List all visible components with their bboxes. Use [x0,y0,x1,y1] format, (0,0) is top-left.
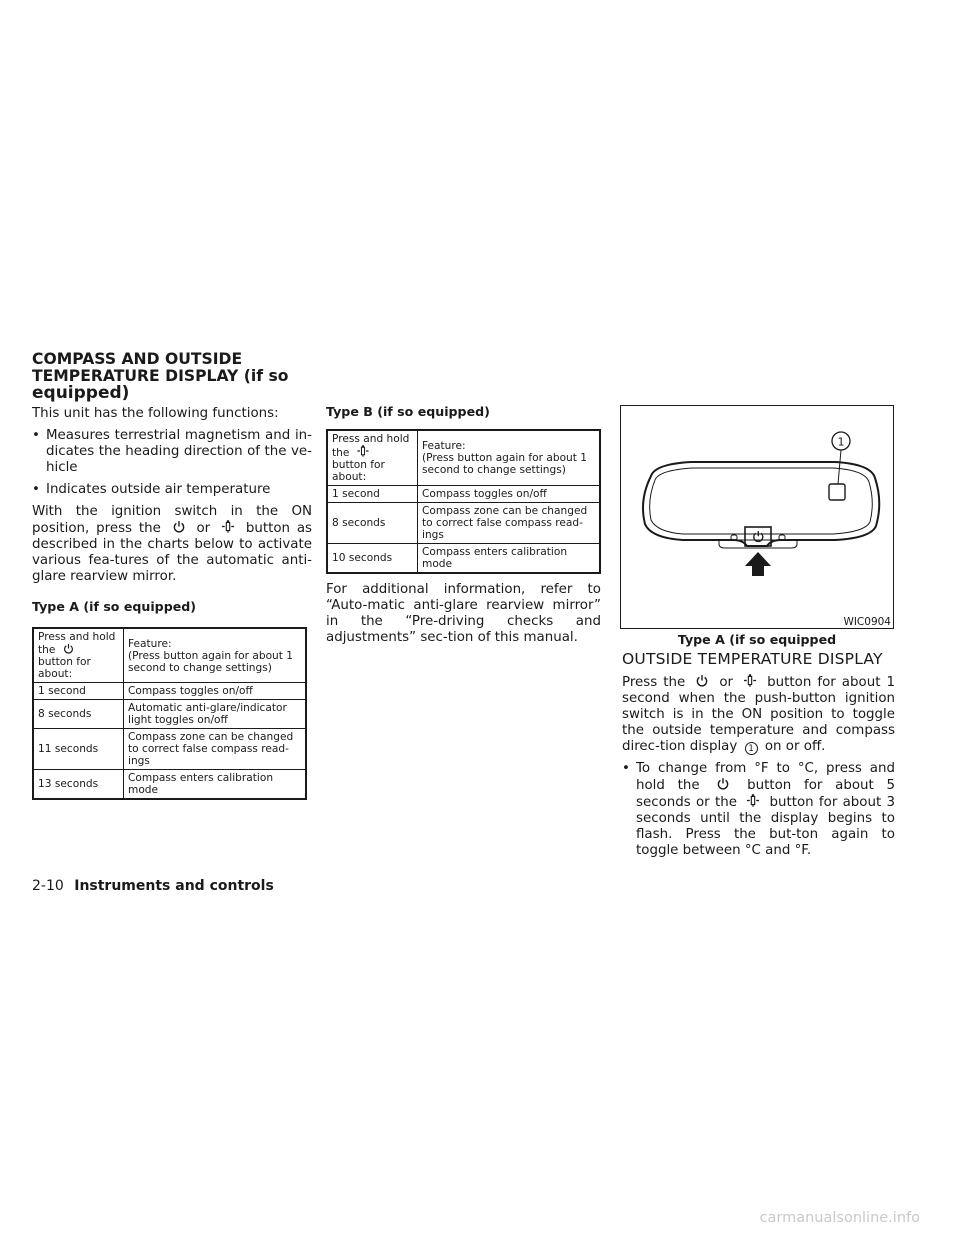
hdr-line: button for [38,656,91,668]
hdr-line: (Press button again for about 1 second to change settings) [128,649,294,674]
hdr-line: button for [332,459,385,471]
hdr-line: the [38,644,56,656]
table-header-cell [124,628,307,683]
feature-cell: Compass toggles on/off [124,683,307,700]
figure-callout: 1 [837,435,845,449]
bullet-item: • To change from °F to °C, press and hold the button for about 5 seconds or the button for about 3 seconds until the display begins to flash. Press the but-ton again to toggle between °C and °F. [622,761,895,858]
hdr-line: Feature: [422,440,466,452]
time-cell: 8 seconds [327,503,418,544]
table-row [327,486,600,503]
section-title-line-1: COMPASS AND OUTSIDE [32,350,243,368]
feature-cell: Automatic anti-glare/indicator light toggles on/off [124,700,307,729]
hdr-line: about: [332,471,367,483]
power-button-icon [63,643,74,654]
hdr-line: about: [38,668,73,680]
mirror-illustration [621,406,893,628]
compass-button-icon [746,794,760,807]
section-title [32,351,312,402]
type-a-heading: Type A (if so equipped) [32,599,197,614]
table-header-row [327,430,600,486]
ot-bullet-4: the [714,795,737,810]
time-cell: 1 second [327,486,418,503]
compass-button-icon [357,445,369,457]
bullet-text: Measures terrestrial magnetism and in-dicates the heading direction of the ve-hicle [46,428,312,475]
type-b-table [326,429,601,574]
bullet-item: • Indicates outside air temperature [32,482,271,497]
section-title-line-3: equipped) [32,383,130,403]
time-cell: 8 seconds [33,700,124,729]
hdr-line: Press and hold [332,433,410,445]
feature-cell: Compass zone can be changed to correct false compass read-ings [418,503,601,544]
hdr-line: Feature: [128,637,172,650]
power-button-icon [695,674,709,687]
ot-text-4: second when the push-button ignition switch is in the ON position to toggle the outside temperature and compass direc-tion display [622,691,895,754]
ot-bullet-3: button for about 5 seconds or [636,778,895,810]
section-title-line-2: TEMPERATURE DISPLAY (if so [32,367,289,385]
callout-1-icon: 1 [745,742,758,755]
outside-temp-heading: OUTSIDE TEMPERATURE DISPLAY [622,650,883,668]
ot-text-5: on or off. [764,739,826,754]
figure-code: WIC0904 [843,616,891,628]
left-column [32,351,312,800]
ot-bullet-5: button for about 3 seconds until [636,795,895,826]
table-row [327,503,600,544]
ot-bullet-2: the [677,778,700,793]
ot-bullet-6: the display begins to flash. Press the but-ton again to toggle between °C and °F. [636,811,895,858]
table-row [33,729,306,770]
type-a-table [32,627,307,800]
feature-cell: Compass enters calibration mode [124,770,307,800]
ignition-text-4: button as described [32,521,313,552]
table-row [33,770,306,800]
type-b-heading: Type B (if so equipped) [326,404,490,419]
time-cell: 1 second [33,683,124,700]
ot-bullet-1: To change from °F to °C, press and hold [636,761,895,793]
ignition-text-3: or [196,521,211,536]
page-footer [32,878,274,894]
table-header-row [33,628,306,683]
compass-button-icon [743,674,757,687]
table-row [327,544,600,574]
ignition-paragraph [32,504,312,585]
power-button-icon [716,777,730,790]
table-row [33,700,306,729]
chapter-title: Instruments and controls [74,878,274,894]
ignition-text-1: With the ignition switch in the ON position, [32,504,312,536]
bullet-text: Indicates outside air temperature [46,482,271,497]
outside-temp-paragraph [622,674,895,755]
hdr-line: (Press button again for about 1 second to change settings) [422,452,588,476]
ot-text-3: button for about 1 [767,675,895,690]
figure-caption: Type A (if so equipped [677,632,837,647]
ot-text-2: or [719,675,734,690]
bullet-item: • Measures terrestrial magnetism and in-dicates the heading direction of the ve-hicle [32,428,312,475]
table-header-cell [33,628,124,683]
intro-text: This unit has the following functions: [32,406,279,421]
bullet-text [636,761,895,859]
time-cell: 10 seconds [327,544,418,574]
right-column [622,650,895,859]
hdr-line: the [332,447,350,459]
feature-cell: Compass enters calibration mode [418,544,601,574]
table-row [33,683,306,700]
feature-cell: Compass toggles on/off [418,486,601,503]
page-number: 2-10 [32,878,64,894]
feature-cell: Compass zone can be changed to correct false compass read-ings [124,729,307,770]
compass-button-icon [221,520,235,533]
table-header-cell [418,430,601,486]
ot-text-1: Press the [622,675,686,690]
mirror-figure [620,405,894,629]
time-cell: 11 seconds [33,729,124,770]
additional-info: For additional information, refer to “Auto-matic anti-glare rearview mirror” in the “Pre-driving checks and adjustments” sec-tion of this manual. [326,582,601,645]
hdr-line: Press and hold [38,631,116,643]
time-cell: 13 seconds [33,770,124,800]
middle-column [326,404,601,646]
table-header-cell [327,430,418,486]
watermark: carmanualsonline.info [759,1210,920,1226]
power-button-icon [172,520,186,533]
ignition-text-5: in the charts below to activate various fea-tures of the automatic anti-glare rearview mirror. [32,537,312,584]
ignition-text-2: press the [96,521,161,536]
